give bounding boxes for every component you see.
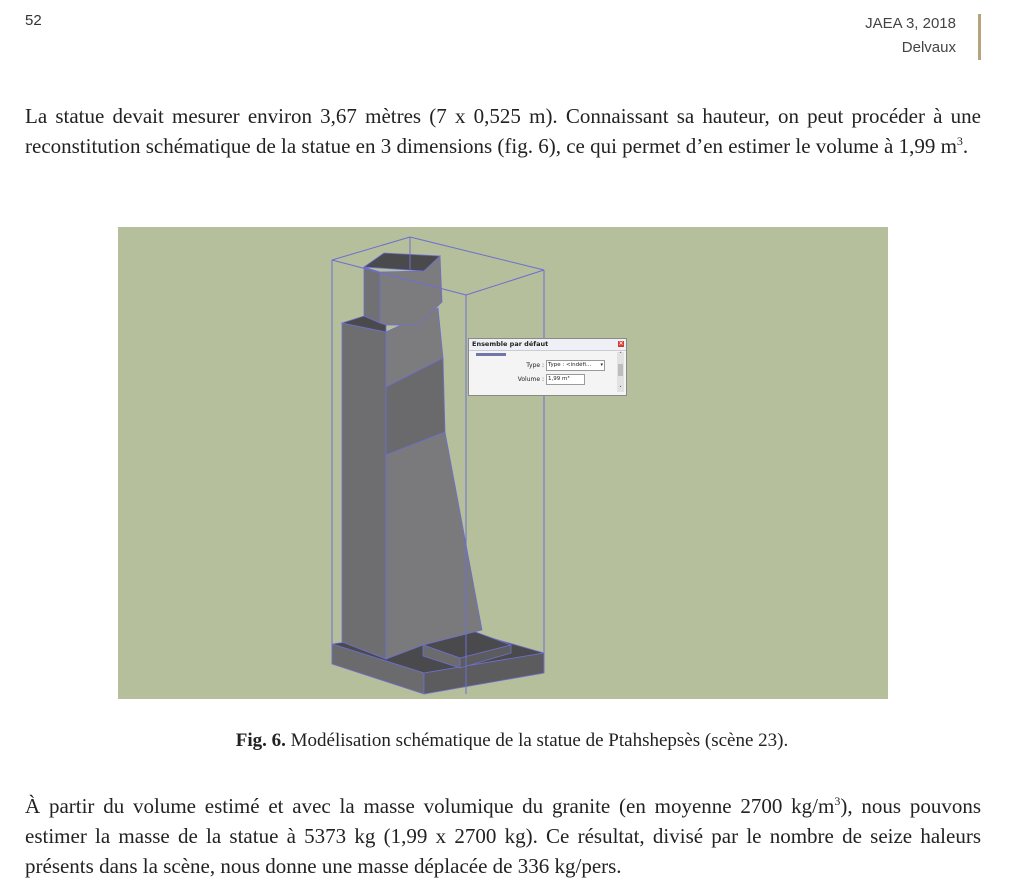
type-label: Type :: [526, 362, 544, 369]
figure-6: [118, 227, 888, 699]
superscript-3: 3: [956, 134, 963, 148]
body-front: [342, 323, 386, 659]
dialog-scrollbar[interactable]: [617, 352, 624, 392]
body-side-lower: [386, 432, 482, 659]
dialog-title-text: Ensemble par défaut: [472, 340, 549, 348]
scroll-up-icon[interactable]: ˄: [619, 352, 622, 358]
material-swatch: [476, 353, 506, 356]
superscript-3: 3: [834, 794, 841, 808]
paragraph-intro-end: .: [962, 134, 969, 158]
close-icon[interactable]: ×: [618, 340, 624, 347]
caption-text: Modélisation schématique de la statue de Ptahshepsès (scène 23).: [285, 730, 789, 751]
paragraph-mass: [25, 791, 981, 881]
dialog-title: [469, 339, 626, 351]
page-number: 52: [25, 12, 42, 29]
scroll-thumb[interactable]: [618, 364, 623, 376]
volume-field[interactable]: 1,99 m³: [546, 374, 585, 385]
type-select-value: Type : <indéfi...: [548, 362, 592, 368]
header-rule: [978, 14, 981, 60]
head-front: [364, 267, 380, 323]
paragraph-intro-text: La statue devait mesurer environ 3,67 mètres (7 x 0,525 m). Connaissant sa hauteur, on peut procéder à une reconstitution schématique de la statue en 3 dimensions (fig. 6), ce qui permet d’en estimer le volume à 1,99 m: [25, 104, 981, 158]
figure-caption: [0, 729, 1024, 753]
author-name: Delvaux: [901, 39, 956, 56]
running-head: [865, 12, 956, 60]
type-select[interactable]: [546, 360, 605, 371]
paragraph-mass-part1: À partir du volume estimé et avec la masse volumique du granite (en moyenne 2700 kg/m: [25, 794, 835, 818]
type-row: [469, 360, 605, 371]
journal-citation: JAEA 3, 2018: [865, 15, 956, 32]
chevron-down-icon: ▾: [600, 362, 603, 368]
volume-row: [469, 374, 585, 385]
statue-3d-model: [118, 227, 888, 699]
paragraph-intro: [25, 101, 981, 161]
caption-label: Fig. 6.: [235, 730, 286, 751]
scroll-down-icon[interactable]: ˅: [619, 386, 622, 392]
volume-label: Volume :: [517, 376, 544, 383]
entity-info-dialog: [468, 338, 627, 396]
paragraph-mass-part2: ), nous pouvons estimer la masse de la statue à 5373 kg (1,99 x 2700 kg). Ce résultat, divisé par le nombre de seize haleurs présents dans la scène, nous donne une masse déplacée de 336 kg/pers.: [25, 794, 981, 878]
